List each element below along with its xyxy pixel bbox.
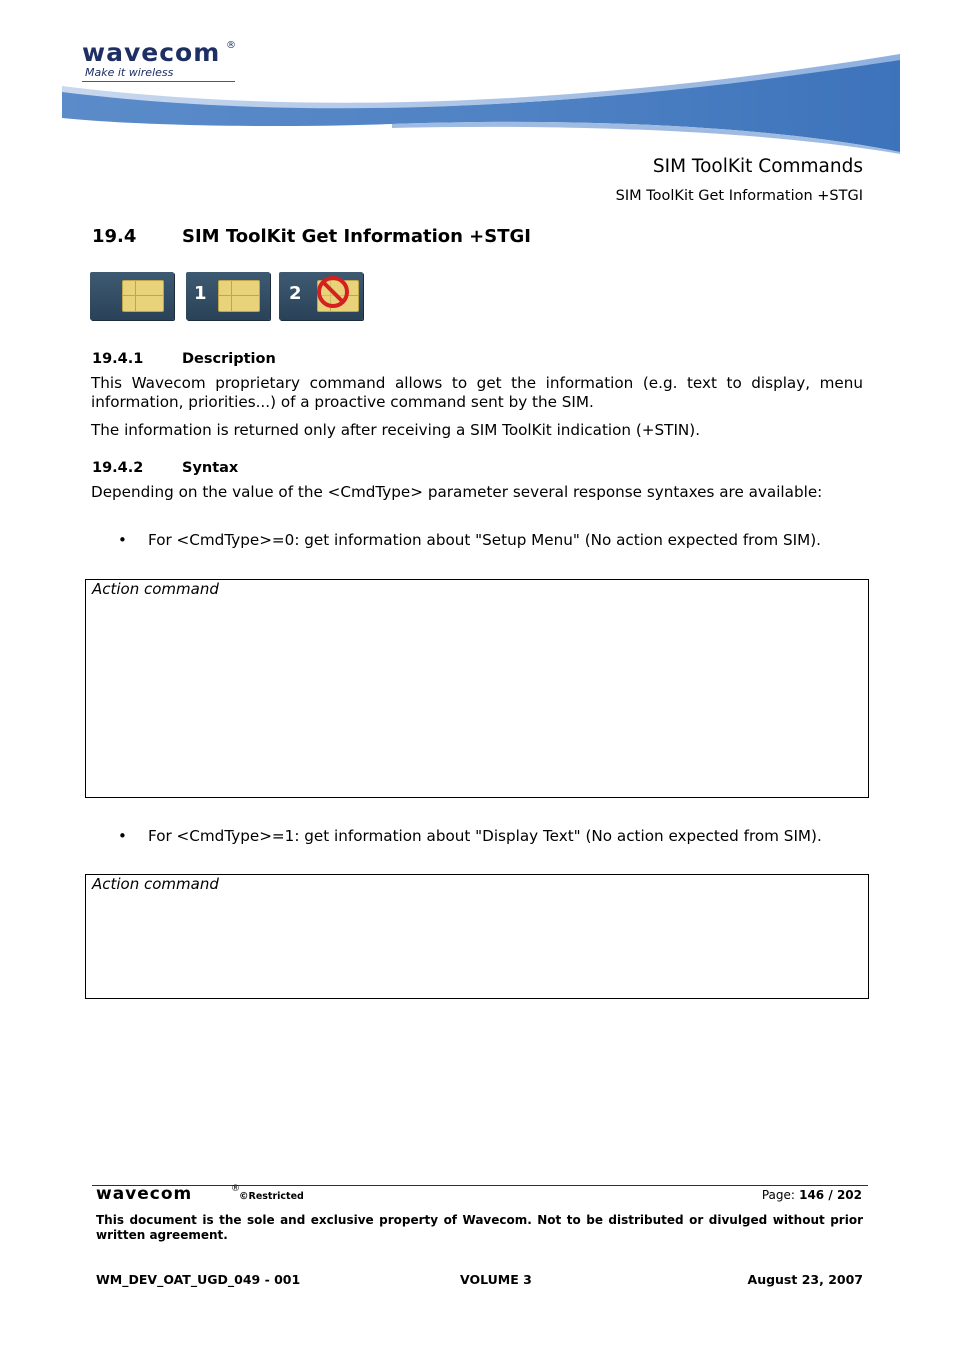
wavecom-logo: wavecom (82, 38, 221, 67)
description-paragraph: This Wavecom proprietary command allows to get the information (e.g. text to display, menu information, priorities...) of a proactive command sent by the SIM. (91, 374, 863, 411)
section-number: 19.4 (92, 226, 137, 247)
footer-page-number (762, 1188, 862, 1202)
syntax-intro: Depending on the value of the <CmdType> parameter several response syntaxes are available: (91, 483, 823, 501)
description-heading (92, 351, 276, 367)
page-current: 146 (799, 1188, 825, 1202)
subsection-title: Description (182, 351, 276, 367)
sim-card-1-icon (186, 272, 270, 320)
bullet-marker: • (118, 531, 127, 549)
footer-wavecom-logo: wavecom (96, 1184, 193, 1204)
page-separator: / (828, 1188, 833, 1202)
sim-card-2-not-supported-icon (279, 272, 363, 320)
footer-divider (92, 1185, 868, 1186)
header-chapter-title: SIM ToolKit Commands (652, 156, 863, 177)
logo-tagline: Make it wireless (85, 66, 174, 79)
sim-number-label: 2 (289, 283, 302, 304)
section-heading (92, 226, 531, 247)
action-command-label: Action command (92, 580, 219, 598)
action-command-label: Action command (92, 875, 219, 893)
page-total: 202 (836, 1188, 862, 1202)
page-label: Page: (761, 1188, 795, 1202)
logo-registered-mark: ® (226, 40, 236, 51)
footer-registered-mark: ® (231, 1184, 240, 1194)
header-section-subtitle: SIM ToolKit Get Information +STGI (615, 188, 863, 204)
action-command-box (85, 579, 869, 798)
description-paragraph: The information is returned only after receiving a SIM ToolKit indication (+STIN). (91, 421, 701, 439)
subsection-number: 19.4.2 (92, 460, 144, 476)
subsection-number: 19.4.1 (92, 351, 144, 367)
footer-confidentiality-notice: This document is the sole and exclusive property of Wavecom. Not to be distributed or divulged without prior written agreement. (96, 1213, 863, 1242)
footer-document-reference: WM_DEV_OAT_UGD_049 - 001 (96, 1272, 301, 1287)
footer-volume: VOLUME 3 (460, 1272, 532, 1287)
footer-date: August 23, 2007 (747, 1272, 863, 1287)
syntax-heading (92, 460, 238, 476)
bullet-item: For <CmdType>=1: get information about "Display Text" (No action expected from SIM). (148, 827, 822, 845)
sim-card-icon (90, 272, 174, 320)
prohibited-icon (317, 276, 349, 308)
bullet-marker: • (118, 827, 127, 845)
footer-restricted-label: ©Restricted (239, 1191, 304, 1202)
action-command-box (85, 874, 869, 999)
sim-number-label: 1 (194, 283, 207, 304)
section-title: SIM ToolKit Get Information +STGI (182, 226, 531, 247)
header-swoosh-graphic (62, 52, 900, 154)
subsection-title: Syntax (182, 460, 239, 476)
bullet-item: For <CmdType>=0: get information about "Setup Menu" (No action expected from SIM). (148, 531, 821, 549)
